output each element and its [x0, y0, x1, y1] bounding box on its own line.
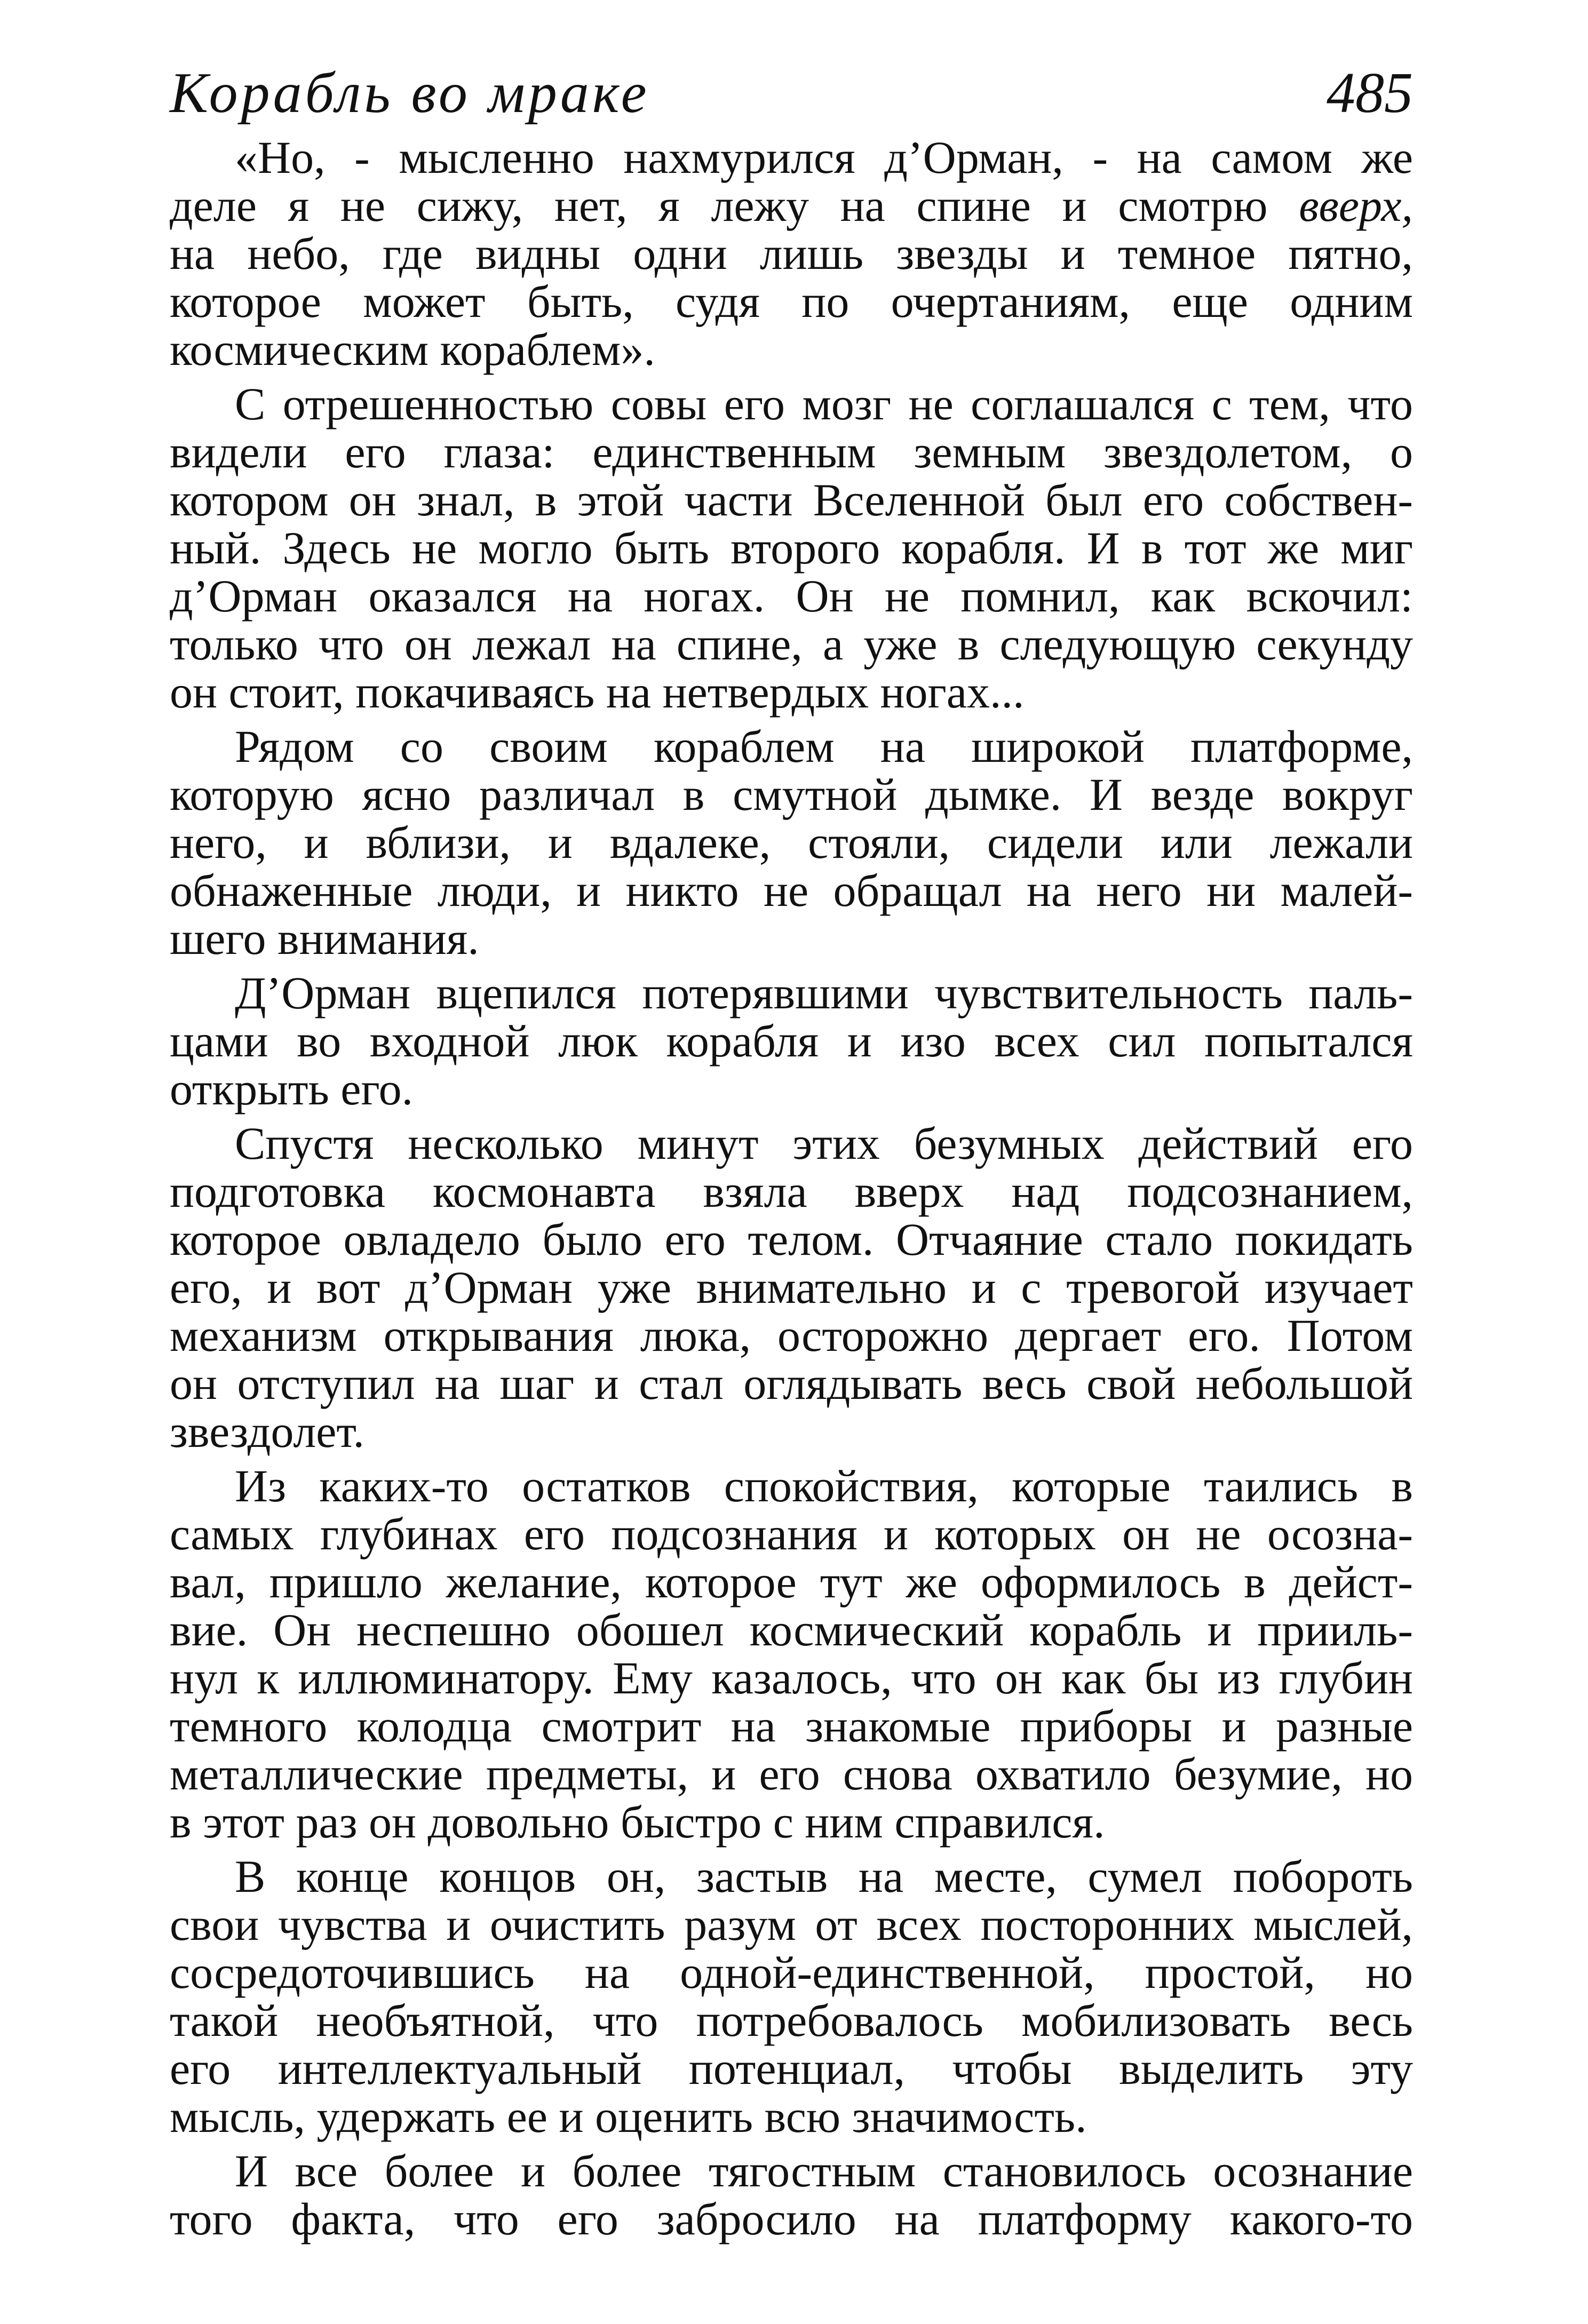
text-line: его интеллектуальный потенциал, чтобы выделить эту [170, 2043, 1413, 2094]
text-line: «Но, - мысленно нахмурился д’Орман, - на самом же [235, 132, 1413, 183]
text-line: Спустя несколько минут этих безумных действий его [235, 1118, 1413, 1169]
text-line: ный. Здесь не могло быть второго корабля. И в тот же миг [170, 522, 1413, 574]
emphasis-word: вверх, [1299, 180, 1413, 231]
text-line: металлические предметы, и его снова охватило безумие, но [170, 1748, 1413, 1800]
text-line: космическим кораблем». [170, 324, 655, 375]
text-line: открыть его. [170, 1063, 414, 1115]
text-line: механизм открывания люка, осторожно дергает его. Потом [170, 1310, 1413, 1361]
text-line: которое может быть, судя по очертаниям, еще одним [170, 276, 1413, 327]
text-line: которую ясно различал в смутной дымке. И везде вокруг [170, 769, 1413, 820]
text-line: вал, пришло желание, которое тут же оформилось в дейст- [170, 1556, 1413, 1607]
text-line: самых глубинах его подсознания и которых он не осозна- [170, 1508, 1413, 1559]
text-line: Рядом со своим кораблем на широкой платформе, [235, 721, 1413, 772]
text-line: подготовка космонавта взяла вверх над подсознанием, [170, 1166, 1413, 1217]
text-line [170, 181, 1413, 229]
text-line: он стоит, покачиваясь на нетвердых ногах... [170, 666, 1025, 718]
paragraph [170, 1852, 1413, 2140]
text-line: него, и вблизи, и вдалеке, стояли, сидели или лежали [170, 817, 1413, 868]
page-number: 485 [1327, 61, 1413, 125]
paragraph [170, 1462, 1413, 1846]
paragraph [170, 969, 1413, 1113]
text-line: в этот раз он довольно быстро с ним справился. [170, 1796, 1105, 1848]
text-line: шего внимания. [170, 913, 479, 964]
text-line: которое овладело было его телом. Отчаяние стало покидать [170, 1214, 1413, 1265]
text-line: свои чувства и очистить разум от всех посторонних мыслей, [170, 1899, 1413, 1950]
text-line: такой необъятной, что потребовалось мобилизовать весь [170, 1995, 1413, 2046]
text-line: цами во входной люк корабля и изо всех сил попытался [170, 1015, 1413, 1067]
paragraph [170, 722, 1413, 962]
text-line: того факта, что его забросило на платформу какого-то [170, 2193, 1413, 2245]
text-line: В конце концов он, застыв на месте, сумел побороть [235, 1851, 1413, 1902]
paragraph [170, 133, 1413, 373]
text-line: И все более и более тягостным становилось осознание [235, 2145, 1413, 2196]
text-line: мысль, удержать ее и оценить всю значимость. [170, 2091, 1087, 2142]
running-title: Корабль во мраке [170, 61, 650, 125]
paragraph [170, 2147, 1413, 2243]
text-line: вие. Он неспешно обошел космический корабль и прииль- [170, 1604, 1413, 1656]
text-line: Из каких-то остатков спокойствия, которые таились в [235, 1460, 1413, 1511]
text-body [170, 133, 1413, 2249]
text-line: С отрешенностью совы его мозг не соглашался с тем, что [235, 378, 1413, 429]
paragraph [170, 380, 1413, 716]
text-line: сосредоточившись на одной-единственной, простой, но [170, 1947, 1413, 1998]
text-line: нул к иллюминатору. Ему казалось, что он как бы из глубин [170, 1652, 1413, 1704]
text-line: Д’Орман вцепился потерявшими чувствительность паль- [235, 967, 1413, 1018]
text-line: темного колодца смотрит на знакомые приборы и разные [170, 1700, 1413, 1752]
text-line: д’Орман оказался на ногах. Он не помнил, как вскочил: [170, 570, 1413, 622]
text-line: на небо, где видны одни лишь звезды и темное пятно, [170, 228, 1413, 279]
text-line: котором он знал, в этой части Вселенной был его собствен- [170, 474, 1413, 526]
running-head [170, 53, 1413, 133]
text-line: только что он лежал на спине, а уже в следующую секунду [170, 618, 1413, 670]
text-line: его, и вот д’Орман уже внимательно и с тревогой изучает [170, 1262, 1413, 1313]
text-line: он отступил на шаг и стал оглядывать весь свой небольшой [170, 1358, 1413, 1409]
text-segment: деле я не сижу, нет, я лежу на спине и смотрю [170, 180, 1299, 231]
text-line: звездолет. [170, 1406, 365, 1457]
text-line: обнаженные люди, и никто не обращал на него ни малей- [170, 865, 1413, 916]
paragraph [170, 1119, 1413, 1455]
text-line: видели его глаза: единственным земным звездолетом, о [170, 426, 1413, 477]
